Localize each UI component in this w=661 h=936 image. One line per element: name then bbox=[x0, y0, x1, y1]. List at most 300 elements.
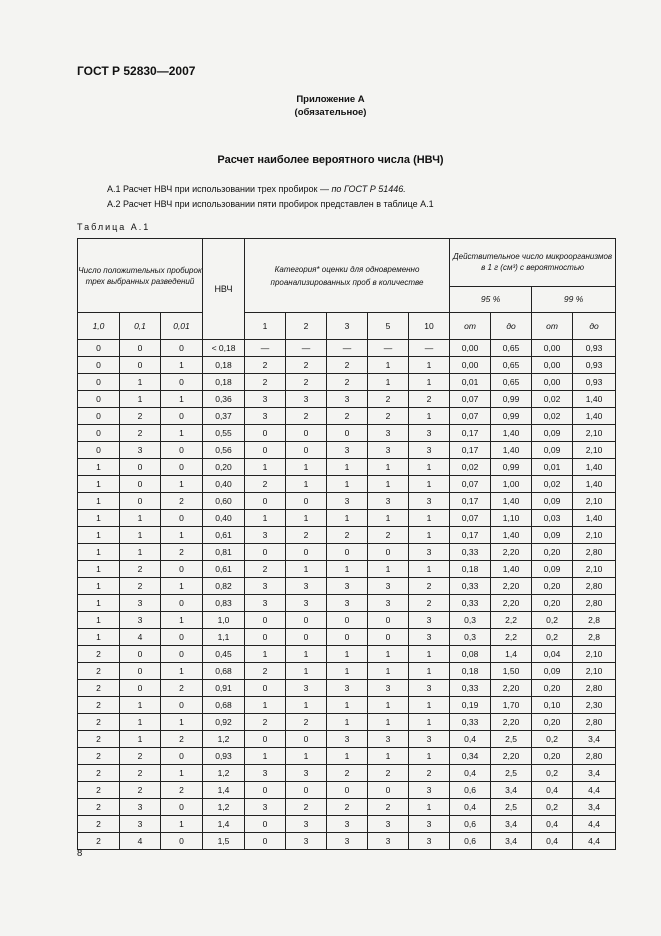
table-cell: 1,5 bbox=[203, 833, 245, 850]
table-cell: 1,2 bbox=[203, 731, 245, 748]
table-cell: 2,10 bbox=[573, 442, 616, 459]
table-cell: 1 bbox=[78, 510, 120, 527]
table-cell: 2 bbox=[78, 731, 120, 748]
table-cell: 1 bbox=[368, 510, 409, 527]
table-cell: 0,3 bbox=[450, 612, 491, 629]
table-row bbox=[78, 629, 616, 646]
table-cell: 0 bbox=[120, 357, 161, 374]
table-cell: 0 bbox=[120, 476, 161, 493]
table-cell: 2 bbox=[245, 357, 286, 374]
table-cell: 1,4 bbox=[491, 646, 532, 663]
table-cell: 1,00 bbox=[491, 476, 532, 493]
table-cell: 0,2 bbox=[532, 629, 573, 646]
table-row bbox=[78, 612, 616, 629]
table-cell: 0 bbox=[120, 680, 161, 697]
table-cell: 0,93 bbox=[573, 357, 616, 374]
table-cell: 1,40 bbox=[573, 510, 616, 527]
table-cell: 2,5 bbox=[491, 799, 532, 816]
table-cell: 1,2 bbox=[203, 799, 245, 816]
table-row bbox=[78, 527, 616, 544]
table-cell: 3 bbox=[409, 629, 450, 646]
table-cell: 0,20 bbox=[203, 459, 245, 476]
table-cell: 1 bbox=[327, 476, 368, 493]
table-cell: 0,08 bbox=[450, 646, 491, 663]
table-cell: 0,2 bbox=[532, 799, 573, 816]
table-row bbox=[78, 357, 616, 374]
table-cell: 0,09 bbox=[532, 527, 573, 544]
table-cell: 0 bbox=[245, 544, 286, 561]
table-cell: — bbox=[368, 340, 409, 357]
table-cell: 1 bbox=[409, 476, 450, 493]
table-body bbox=[78, 340, 616, 850]
table-cell: 0,01 bbox=[450, 374, 491, 391]
table-cell: 1 bbox=[161, 578, 203, 595]
table-row bbox=[78, 493, 616, 510]
header-sample-count: 5 bbox=[368, 313, 409, 340]
table-cell: 3 bbox=[409, 544, 450, 561]
table-cell: 2,8 bbox=[573, 629, 616, 646]
table-cell: 0,01 bbox=[532, 459, 573, 476]
table-cell: 1 bbox=[78, 578, 120, 595]
table-cell: 2 bbox=[78, 765, 120, 782]
table-cell: 1 bbox=[161, 714, 203, 731]
appendix-title: Приложение А bbox=[296, 94, 365, 105]
table-cell: 1 bbox=[368, 714, 409, 731]
table-cell: 1,40 bbox=[573, 391, 616, 408]
table-cell: 0,56 bbox=[203, 442, 245, 459]
table-cell: 0,61 bbox=[203, 561, 245, 578]
table-cell: 2,2 bbox=[491, 629, 532, 646]
table-cell: 0,37 bbox=[203, 408, 245, 425]
table-cell: 0 bbox=[161, 561, 203, 578]
table-cell: 4,4 bbox=[573, 782, 616, 799]
table-row bbox=[78, 374, 616, 391]
table-cell: 1 bbox=[120, 731, 161, 748]
table-cell: 1 bbox=[161, 476, 203, 493]
table-cell: 2,10 bbox=[573, 561, 616, 578]
table-cell: 1 bbox=[368, 748, 409, 765]
table-cell: 3 bbox=[245, 799, 286, 816]
table-cell: 2,80 bbox=[573, 595, 616, 612]
mpn-table bbox=[77, 238, 616, 850]
table-cell: 0,4 bbox=[532, 782, 573, 799]
table-cell: 2 bbox=[368, 391, 409, 408]
table-cell: 1 bbox=[120, 544, 161, 561]
table-cell: — bbox=[327, 340, 368, 357]
table-cell: 0,33 bbox=[450, 595, 491, 612]
table-cell: 0 bbox=[120, 459, 161, 476]
table-cell: 3 bbox=[245, 527, 286, 544]
table-cell: 3,4 bbox=[491, 816, 532, 833]
table-cell: 0 bbox=[245, 816, 286, 833]
table-cell: 3 bbox=[409, 442, 450, 459]
table-cell: 2,5 bbox=[491, 765, 532, 782]
table-cell: 3 bbox=[409, 782, 450, 799]
table-cell: 0,09 bbox=[532, 663, 573, 680]
table-row bbox=[78, 425, 616, 442]
table-cell: 0,04 bbox=[532, 646, 573, 663]
table-cell: 1 bbox=[78, 493, 120, 510]
table-cell: 0,99 bbox=[491, 391, 532, 408]
table-cell: 0,99 bbox=[491, 459, 532, 476]
table-cell: 1 bbox=[327, 663, 368, 680]
table-cell: 1 bbox=[161, 816, 203, 833]
table-cell: 1 bbox=[245, 459, 286, 476]
table-cell: 0 bbox=[327, 782, 368, 799]
table-row bbox=[78, 561, 616, 578]
table-cell: 1 bbox=[409, 510, 450, 527]
table-cell: 1 bbox=[368, 663, 409, 680]
table-cell: 2 bbox=[120, 408, 161, 425]
table-cell: 3 bbox=[368, 680, 409, 697]
table-cell: — bbox=[286, 340, 327, 357]
table-cell: 0 bbox=[368, 782, 409, 799]
table-cell: 1 bbox=[409, 714, 450, 731]
table-cell: 1 bbox=[409, 697, 450, 714]
table-cell: 1 bbox=[120, 374, 161, 391]
table-cell: 3 bbox=[327, 680, 368, 697]
table-cell: 0,2 bbox=[532, 731, 573, 748]
table-cell: 1 bbox=[409, 459, 450, 476]
table-cell: 1 bbox=[78, 527, 120, 544]
table-row bbox=[78, 697, 616, 714]
table-cell: 0 bbox=[161, 459, 203, 476]
table-cell: 2 bbox=[120, 578, 161, 595]
table-cell: 1 bbox=[327, 646, 368, 663]
table-cell: 0,17 bbox=[450, 527, 491, 544]
table-cell: 1 bbox=[120, 527, 161, 544]
table-cell: 1 bbox=[327, 459, 368, 476]
table-cell: 0,09 bbox=[532, 442, 573, 459]
table-cell: 0,00 bbox=[532, 357, 573, 374]
table-cell: 2 bbox=[368, 765, 409, 782]
table-cell: 0 bbox=[78, 442, 120, 459]
table-cell: 2,20 bbox=[491, 578, 532, 595]
table-cell: — bbox=[409, 340, 450, 357]
table-cell: 4 bbox=[120, 833, 161, 850]
table-cell: 3 bbox=[409, 493, 450, 510]
table-cell: 3 bbox=[368, 493, 409, 510]
table-cell: 1 bbox=[409, 799, 450, 816]
table-cell: 0,65 bbox=[491, 340, 532, 357]
table-cell: 3 bbox=[368, 816, 409, 833]
table-cell: 2 bbox=[161, 544, 203, 561]
header-bound-to: до bbox=[491, 313, 532, 340]
table-cell: 0 bbox=[368, 544, 409, 561]
table-cell: — bbox=[245, 340, 286, 357]
table-cell: 0,4 bbox=[532, 816, 573, 833]
table-row bbox=[78, 714, 616, 731]
table-cell: 2 bbox=[120, 561, 161, 578]
table-cell: 3 bbox=[409, 612, 450, 629]
table-cell: 1 bbox=[245, 748, 286, 765]
header-category: Категория* оценки для одновременно проанализированных проб в количестве bbox=[245, 239, 450, 313]
table-cell: 0,92 bbox=[203, 714, 245, 731]
table-cell: 0,6 bbox=[450, 782, 491, 799]
table-cell: 0,10 bbox=[532, 697, 573, 714]
table-cell: 0,93 bbox=[573, 340, 616, 357]
table-cell: 0,4 bbox=[450, 765, 491, 782]
table-cell: 1 bbox=[120, 510, 161, 527]
table-cell: 0,20 bbox=[532, 748, 573, 765]
table-cell: 3 bbox=[409, 680, 450, 697]
table-cell: 0 bbox=[245, 612, 286, 629]
table-cell: 1 bbox=[286, 476, 327, 493]
table-cell: 0 bbox=[120, 340, 161, 357]
table-cell: 0 bbox=[120, 493, 161, 510]
table-cell: 2,20 bbox=[491, 595, 532, 612]
table-cell: 2 bbox=[327, 765, 368, 782]
table-cell: 3,4 bbox=[573, 731, 616, 748]
table-cell: 0,02 bbox=[450, 459, 491, 476]
table-cell: 0 bbox=[286, 629, 327, 646]
table-cell: 2 bbox=[409, 595, 450, 612]
table-cell: 0 bbox=[161, 646, 203, 663]
table-cell: 2,5 bbox=[491, 731, 532, 748]
table-cell: 3 bbox=[286, 765, 327, 782]
table-cell: 3 bbox=[327, 391, 368, 408]
table-cell: 0 bbox=[78, 425, 120, 442]
table-row bbox=[78, 646, 616, 663]
table-cell: 1 bbox=[286, 561, 327, 578]
table-cell: 2 bbox=[286, 357, 327, 374]
table-cell: 0 bbox=[245, 425, 286, 442]
table-cell: 0 bbox=[78, 357, 120, 374]
table-cell: 3,4 bbox=[573, 765, 616, 782]
standard-reference: по ГОСТ Р 51446. bbox=[331, 184, 406, 194]
table-cell: 2 bbox=[120, 425, 161, 442]
table-cell: 1,40 bbox=[573, 408, 616, 425]
header-bound-to: до bbox=[573, 313, 616, 340]
table-cell: 0,00 bbox=[532, 340, 573, 357]
table-cell: 0,33 bbox=[450, 680, 491, 697]
table-cell: 2 bbox=[327, 408, 368, 425]
table-cell: 1,0 bbox=[203, 612, 245, 629]
table-cell: 1,2 bbox=[203, 765, 245, 782]
table-cell: 0,18 bbox=[450, 561, 491, 578]
table-row bbox=[78, 442, 616, 459]
table-cell: 0,65 bbox=[491, 357, 532, 374]
table-cell: 1 bbox=[161, 765, 203, 782]
table-cell: 0 bbox=[245, 731, 286, 748]
table-row bbox=[78, 731, 616, 748]
table-cell: 0,00 bbox=[450, 357, 491, 374]
header-dilution: Число положительных пробирок трех выбранных разведений bbox=[78, 239, 203, 313]
header-sample-count: 3 bbox=[327, 313, 368, 340]
table-cell: 3 bbox=[120, 612, 161, 629]
table-cell: 0 bbox=[161, 799, 203, 816]
table-cell: 1 bbox=[161, 391, 203, 408]
table-cell: 0 bbox=[120, 663, 161, 680]
table-cell: 0,33 bbox=[450, 714, 491, 731]
table-cell: 1 bbox=[78, 544, 120, 561]
table-cell: 1 bbox=[161, 663, 203, 680]
table-cell: 0,91 bbox=[203, 680, 245, 697]
table-cell: 1,40 bbox=[491, 442, 532, 459]
header-sample-count: 1 bbox=[245, 313, 286, 340]
table-cell: 0,18 bbox=[203, 357, 245, 374]
table-cell: 0 bbox=[286, 731, 327, 748]
table-row bbox=[78, 748, 616, 765]
table-row bbox=[78, 680, 616, 697]
header-dilution-value: 0,1 bbox=[120, 313, 161, 340]
table-cell: 1 bbox=[368, 697, 409, 714]
table-cell: 1 bbox=[409, 561, 450, 578]
table-cell: 3 bbox=[245, 391, 286, 408]
table-cell: 2 bbox=[368, 799, 409, 816]
table-cell: 0,07 bbox=[450, 510, 491, 527]
table-cell: 2 bbox=[286, 527, 327, 544]
table-cell: 1,40 bbox=[491, 527, 532, 544]
table-cell: 2 bbox=[78, 782, 120, 799]
header-bound-from: от bbox=[532, 313, 573, 340]
table-cell: 1 bbox=[409, 527, 450, 544]
table-cell: 3 bbox=[368, 833, 409, 850]
table-cell: 0 bbox=[286, 493, 327, 510]
paragraph-a1 bbox=[107, 184, 406, 194]
table-cell: 0,36 bbox=[203, 391, 245, 408]
table-cell: 2 bbox=[368, 527, 409, 544]
table-cell: 1 bbox=[78, 476, 120, 493]
table-cell: 2,80 bbox=[573, 680, 616, 697]
table-cell: 0,93 bbox=[203, 748, 245, 765]
table-cell: 1 bbox=[368, 357, 409, 374]
table-cell: 2,80 bbox=[573, 748, 616, 765]
table-cell: 2 bbox=[409, 578, 450, 595]
table-cell: 1 bbox=[327, 697, 368, 714]
table-cell: 4,4 bbox=[573, 833, 616, 850]
table-cell: 1 bbox=[286, 697, 327, 714]
table-cell: 3 bbox=[327, 731, 368, 748]
table-cell: 0,07 bbox=[450, 476, 491, 493]
table-cell: 2 bbox=[78, 663, 120, 680]
section-title: Расчет наиболее вероятного числа (НВЧ) bbox=[217, 154, 444, 166]
table-row bbox=[78, 816, 616, 833]
table-cell: 3 bbox=[368, 425, 409, 442]
table-cell: 2 bbox=[78, 816, 120, 833]
table-cell: 0 bbox=[78, 391, 120, 408]
table-cell: 0 bbox=[78, 340, 120, 357]
table-cell: 2 bbox=[245, 476, 286, 493]
table-cell: 0,81 bbox=[203, 544, 245, 561]
table-cell: 1,50 bbox=[491, 663, 532, 680]
table-cell: 0 bbox=[245, 442, 286, 459]
table-cell: 3 bbox=[286, 391, 327, 408]
table-cell: 0 bbox=[161, 510, 203, 527]
table-cell: 3 bbox=[245, 595, 286, 612]
header-nvch: НВЧ bbox=[203, 239, 245, 340]
table-row bbox=[78, 340, 616, 357]
table-cell: 3 bbox=[120, 799, 161, 816]
header-level-99: 99 % bbox=[532, 286, 616, 312]
table-cell: 0 bbox=[245, 833, 286, 850]
table-cell: 3 bbox=[368, 595, 409, 612]
table-cell: 0 bbox=[286, 612, 327, 629]
table-cell: 0,61 bbox=[203, 527, 245, 544]
table-cell: 1,40 bbox=[491, 561, 532, 578]
table-cell: 0 bbox=[286, 442, 327, 459]
header-dilution-value: 1,0 bbox=[78, 313, 120, 340]
table-cell: 0,60 bbox=[203, 493, 245, 510]
table-cell: 0,17 bbox=[450, 425, 491, 442]
table-cell: 3 bbox=[327, 442, 368, 459]
table-cell: 0 bbox=[286, 782, 327, 799]
table-cell: 2,10 bbox=[573, 493, 616, 510]
table-cell: 0 bbox=[368, 612, 409, 629]
table-cell: 0,4 bbox=[450, 731, 491, 748]
table-cell: 2 bbox=[327, 799, 368, 816]
table-cell: 0 bbox=[78, 374, 120, 391]
table-row bbox=[78, 544, 616, 561]
table-row bbox=[78, 510, 616, 527]
table-cell: 2 bbox=[327, 374, 368, 391]
table-row bbox=[78, 833, 616, 850]
table-row bbox=[78, 782, 616, 799]
table-cell: 0,17 bbox=[450, 442, 491, 459]
table-cell: 1,4 bbox=[203, 816, 245, 833]
table-cell: 2 bbox=[78, 748, 120, 765]
table-cell: 2 bbox=[161, 493, 203, 510]
table-cell: 3 bbox=[327, 578, 368, 595]
table-cell: 1 bbox=[120, 697, 161, 714]
table-cell: 0 bbox=[161, 340, 203, 357]
table-cell: 0 bbox=[245, 782, 286, 799]
table-cell: 0,40 bbox=[203, 476, 245, 493]
table-cell: 3 bbox=[368, 578, 409, 595]
table-cell: 1,1 bbox=[203, 629, 245, 646]
table-cell: 0 bbox=[327, 544, 368, 561]
table-cell: 1 bbox=[286, 748, 327, 765]
table-cell: 3 bbox=[120, 595, 161, 612]
table-cell: 0 bbox=[161, 833, 203, 850]
table-cell: 1 bbox=[327, 748, 368, 765]
table-cell: 0,68 bbox=[203, 697, 245, 714]
table-cell: 3 bbox=[409, 731, 450, 748]
table-cell: 3 bbox=[409, 833, 450, 850]
table-cell: 1 bbox=[409, 374, 450, 391]
table-cell: 2,2 bbox=[491, 612, 532, 629]
table-cell: 2,8 bbox=[573, 612, 616, 629]
table-caption: Таблица А.1 bbox=[77, 222, 151, 232]
table-cell: 2,30 bbox=[573, 697, 616, 714]
table-cell: 0,02 bbox=[532, 476, 573, 493]
table-cell: 1,40 bbox=[573, 459, 616, 476]
table-cell: 2 bbox=[245, 714, 286, 731]
document-header: ГОСТ Р 52830—2007 bbox=[77, 64, 196, 78]
table-cell: 2 bbox=[78, 714, 120, 731]
table-cell: 0,02 bbox=[532, 408, 573, 425]
table-cell: 0 bbox=[245, 493, 286, 510]
table-cell: 0 bbox=[161, 442, 203, 459]
table-cell: 0,18 bbox=[450, 663, 491, 680]
table-cell: 3,4 bbox=[491, 833, 532, 850]
table-cell: 0 bbox=[286, 544, 327, 561]
table-row bbox=[78, 408, 616, 425]
table-cell: 0,18 bbox=[203, 374, 245, 391]
paragraph-a2: А.2 Расчет НВЧ при использовании пяти пробирок представлен в таблице А.1 bbox=[107, 199, 434, 209]
table-cell: 0 bbox=[161, 374, 203, 391]
table-cell: 0,55 bbox=[203, 425, 245, 442]
table-cell: 2 bbox=[327, 357, 368, 374]
table-cell: 1 bbox=[368, 561, 409, 578]
table-cell: 0 bbox=[327, 425, 368, 442]
table-cell: 1,4 bbox=[203, 782, 245, 799]
table-cell: 0,6 bbox=[450, 816, 491, 833]
table-cell: 0,17 bbox=[450, 493, 491, 510]
table-cell: 0 bbox=[245, 680, 286, 697]
table-cell: 0,82 bbox=[203, 578, 245, 595]
page-number: 8 bbox=[77, 848, 83, 859]
